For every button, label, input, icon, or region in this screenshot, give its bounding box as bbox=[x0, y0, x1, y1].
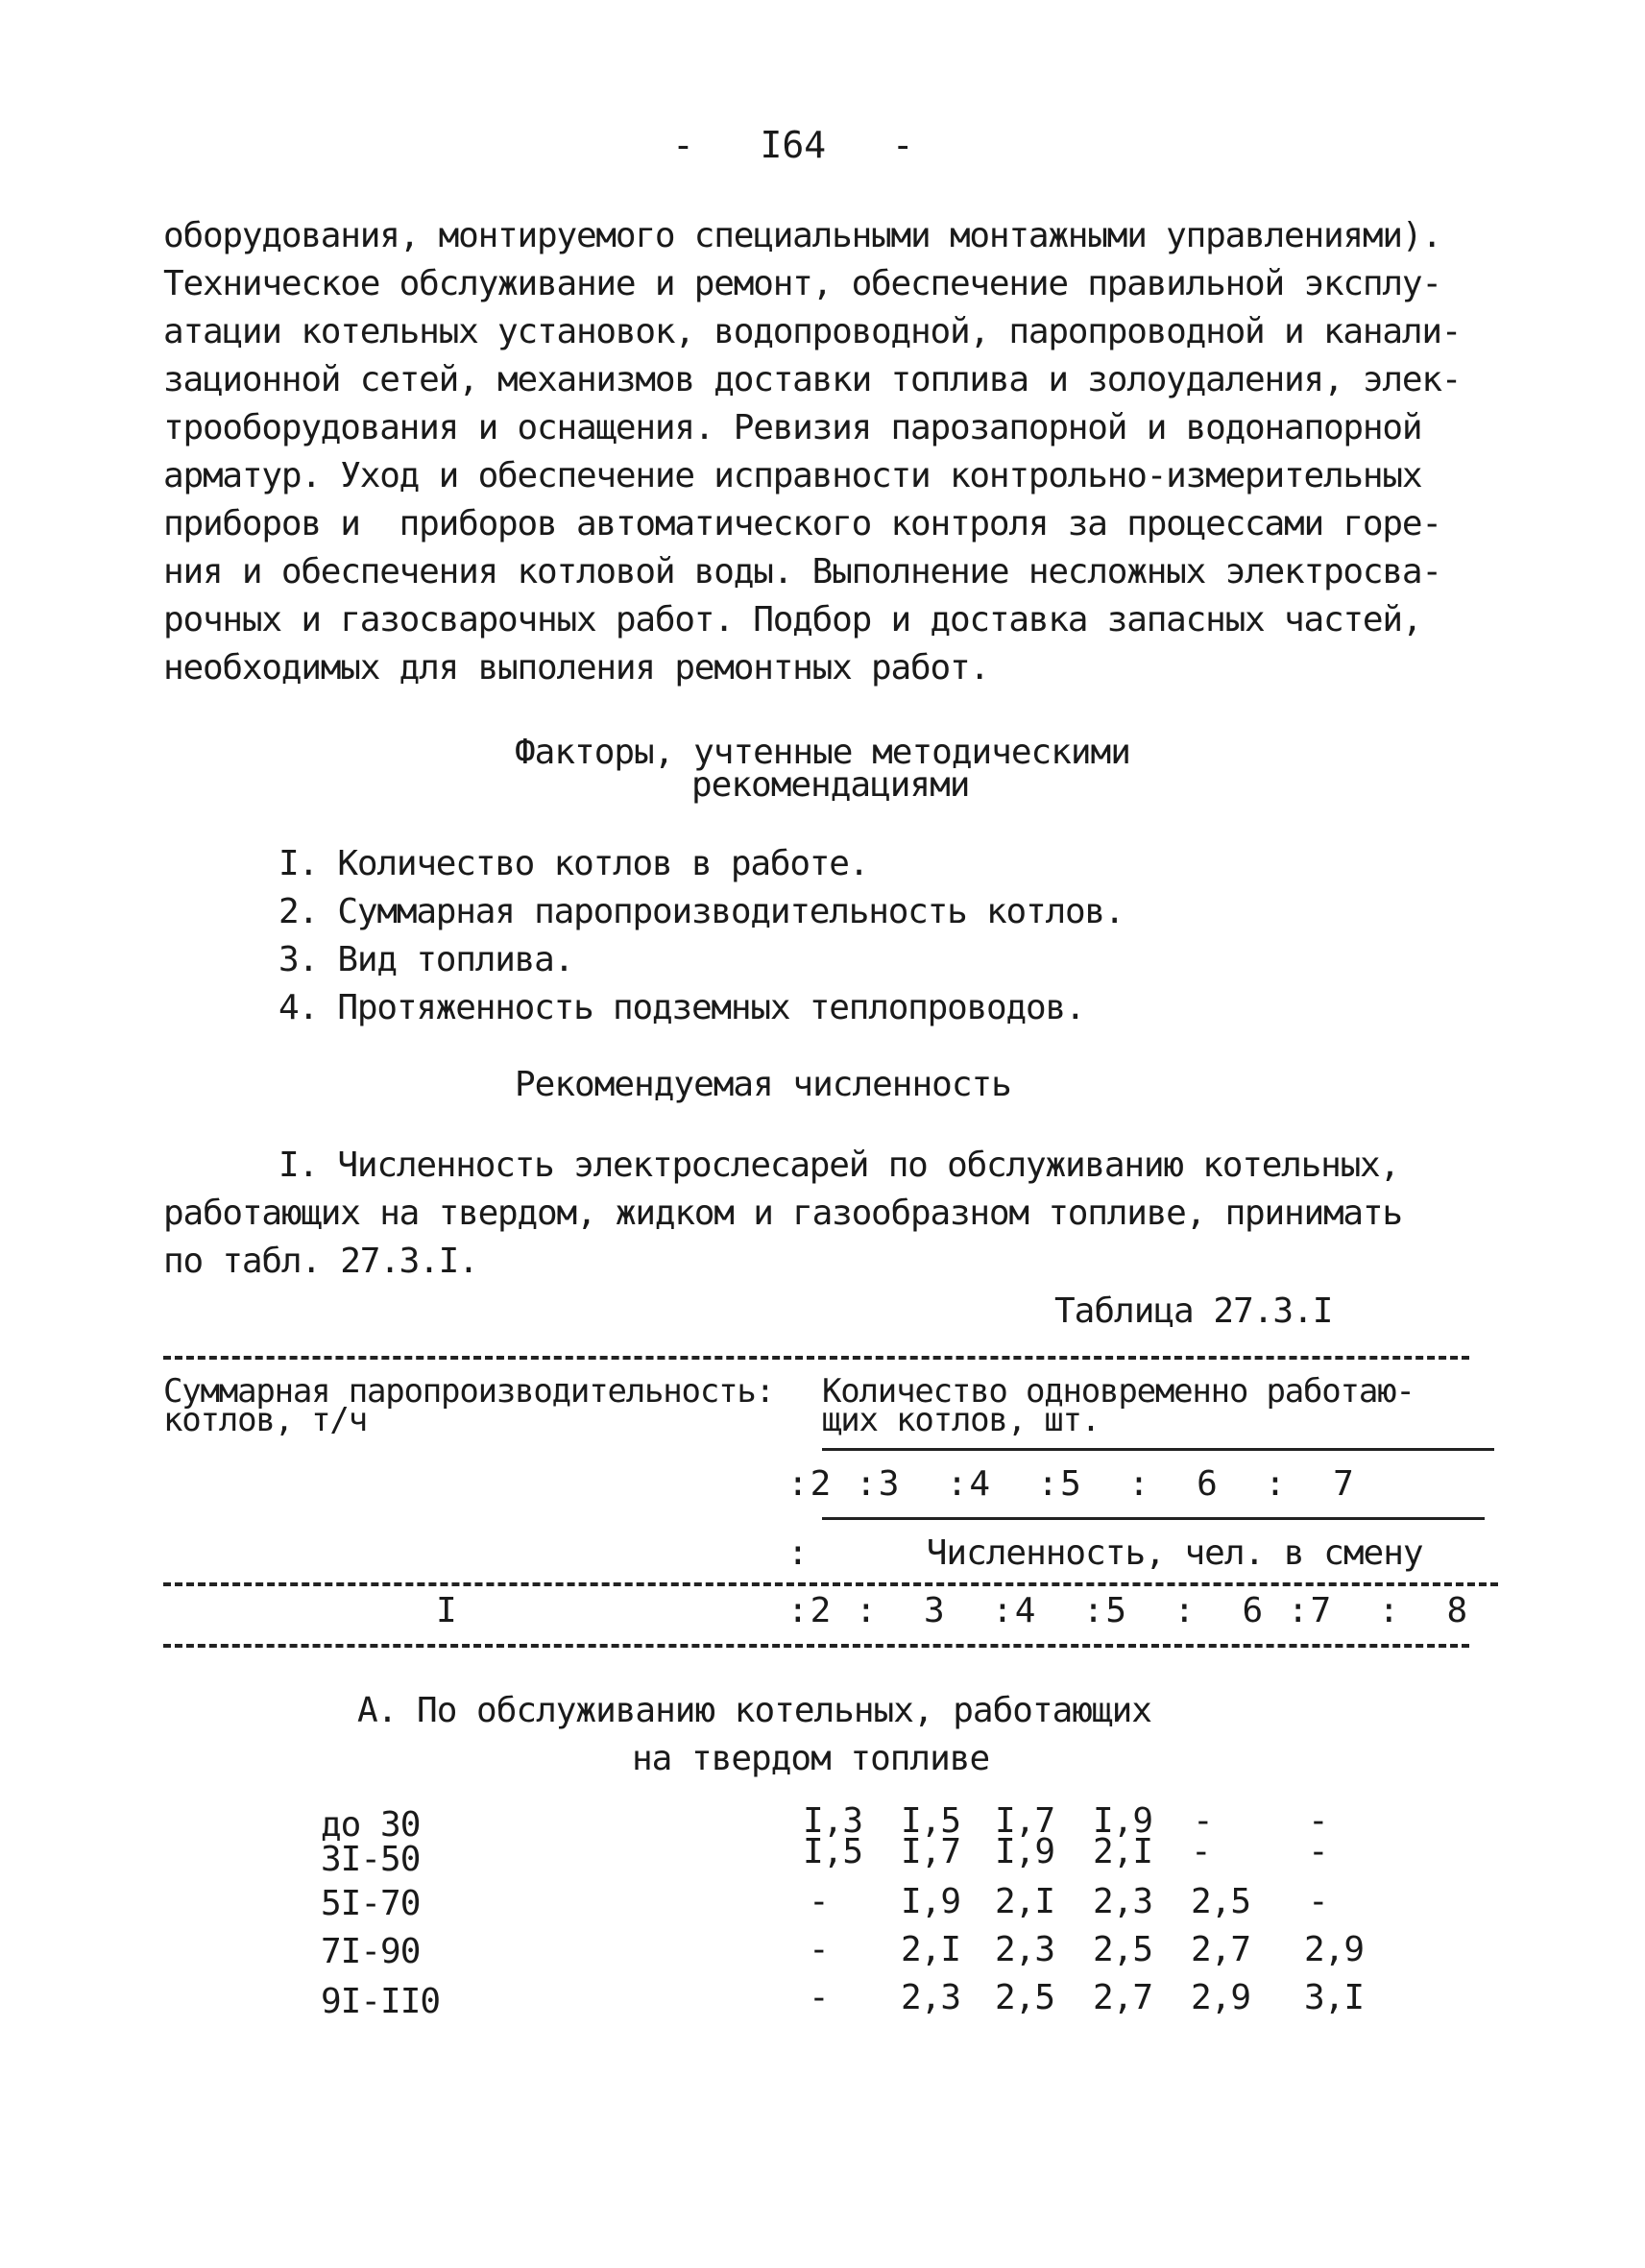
factor-item: 4. Протяженность подземных теплопроводов. bbox=[278, 988, 1085, 1027]
cell-value: 2,I bbox=[995, 1882, 1055, 1921]
instruction-line: по табл. 27.3.I. bbox=[163, 1242, 478, 1281]
cell-value: 2,5 bbox=[1191, 1882, 1251, 1921]
cell-value: I,5 bbox=[803, 1832, 863, 1871]
header-right-line-1: Количество одновременно работаю- bbox=[822, 1372, 1415, 1411]
cell-value: - bbox=[1191, 1832, 1211, 1871]
cell-value: 3,I bbox=[1304, 1978, 1365, 2017]
cell-value: - bbox=[1193, 1801, 1213, 1841]
factors-heading-line-2: рекомендациями bbox=[691, 765, 970, 805]
paragraph-line: Техническое обслуживание и ремонт, обеспечение правильной эксплу- bbox=[163, 264, 1441, 303]
row-range: 5I-70 bbox=[321, 1884, 421, 1923]
row-range: 9I-II0 bbox=[321, 1982, 441, 2021]
column-numbers-bottom-rule bbox=[163, 1644, 1469, 1648]
row-range: 3I-50 bbox=[321, 1840, 421, 1879]
paragraph-line: оборудования, монтируемого специальными монтажными управлениями). bbox=[163, 216, 1441, 255]
cell-value: 2,5 bbox=[1093, 1930, 1153, 1969]
cell-value: I,9 bbox=[1093, 1801, 1153, 1841]
header-right-line-2: щих котлов, шт. bbox=[822, 1401, 1101, 1439]
paragraph-line: необходимых для выполения ремонтных работ. bbox=[163, 648, 989, 688]
cell-value: I,7 bbox=[901, 1832, 961, 1871]
cell-value: 2,3 bbox=[995, 1930, 1055, 1969]
cell-value: 2,7 bbox=[1191, 1930, 1251, 1969]
cell-value: 2,3 bbox=[1093, 1882, 1153, 1921]
paragraph-line: рочных и газосварочных работ. Подбор и доставка запасных частей, bbox=[163, 600, 1422, 639]
header-left-line-2: котлов, т/ч bbox=[163, 1401, 367, 1439]
crew-label: : Численность, чел. в смену bbox=[787, 1533, 1423, 1573]
instruction-line: работающих на твердом, жидком и газообразном топливе, принимать bbox=[163, 1194, 1402, 1233]
row-range: 7I-90 bbox=[321, 1932, 421, 1971]
header-rule bbox=[822, 1448, 1494, 1451]
cell-value: 2,I bbox=[1093, 1832, 1153, 1871]
header-left-line-1: Суммарная паропроизводительность: bbox=[163, 1372, 774, 1411]
cell-value: 2,9 bbox=[1191, 1978, 1251, 2017]
paragraph-line: ния и обеспечения котловой воды. Выполнение несложных электросва- bbox=[163, 552, 1441, 591]
paragraph-line: зационной сетей, механизмов доставки топлива и золоудаления, элек- bbox=[163, 360, 1462, 399]
factor-item: 3. Вид топлива. bbox=[278, 940, 574, 979]
column-numbers: :2 : 3 :4 :5 : 6 :7 : 8 bbox=[787, 1591, 1470, 1630]
cell-value: I,7 bbox=[995, 1801, 1055, 1841]
cell-value: 2,9 bbox=[1304, 1930, 1365, 1969]
cell-value: I,9 bbox=[995, 1832, 1055, 1871]
section-title-line-1: А. По обслуживанию котельных, работающих bbox=[357, 1691, 1151, 1730]
cell-value: I,5 bbox=[901, 1801, 961, 1841]
cell-value: - bbox=[1308, 1882, 1328, 1921]
cell-value: 2,5 bbox=[995, 1978, 1055, 2017]
factor-item: 2. Суммарная паропроизводительность котлов. bbox=[278, 892, 1125, 931]
paragraph-line: трооборудования и оснащения. Ревизия парозапорной и водонапорной bbox=[163, 408, 1422, 447]
cell-value: 2,3 bbox=[901, 1978, 961, 2017]
cell-value: - bbox=[1308, 1801, 1328, 1841]
cell-value: - bbox=[809, 1978, 829, 2017]
paragraph-line: приборов и приборов автоматического контроля за процессами горе- bbox=[163, 504, 1441, 543]
boiler-counts-row: :2 :3 :4 :5 : 6 : 7 bbox=[787, 1464, 1356, 1504]
cell-value: - bbox=[809, 1882, 829, 1921]
cell-value: 2,7 bbox=[1093, 1978, 1153, 2017]
cell-value: I,9 bbox=[901, 1882, 961, 1921]
cell-value: - bbox=[1308, 1832, 1328, 1871]
page-number: - I64 - bbox=[672, 124, 914, 166]
cell-value: I,3 bbox=[803, 1801, 863, 1841]
factors-heading-line-1: Факторы, учтенные методическими bbox=[515, 733, 1130, 772]
column-numbers-top-rule bbox=[163, 1582, 1498, 1586]
cell-value: - bbox=[809, 1930, 829, 1969]
factor-item: I. Количество котлов в работе. bbox=[278, 844, 869, 883]
counts-rule bbox=[822, 1517, 1485, 1520]
cell-value: 2,I bbox=[901, 1930, 961, 1969]
table-title: Таблица 27.3.I bbox=[1054, 1291, 1333, 1331]
column-number-1: I bbox=[436, 1591, 457, 1630]
instruction-line: I. Численность электрослесарей по обслуживанию котельных, bbox=[278, 1146, 1400, 1185]
paragraph-line: арматур. Уход и обеспечение исправности контрольно-измерительных bbox=[163, 456, 1422, 495]
table-top-rule bbox=[163, 1356, 1469, 1360]
recommended-heading: Рекомендуемая численность bbox=[515, 1065, 1011, 1104]
paragraph-line: атации котельных установок, водопроводной, паропроводной и канали- bbox=[163, 312, 1462, 351]
section-title-line-2: на твердом топливе bbox=[632, 1739, 990, 1778]
row-range: до 30 bbox=[321, 1805, 421, 1845]
